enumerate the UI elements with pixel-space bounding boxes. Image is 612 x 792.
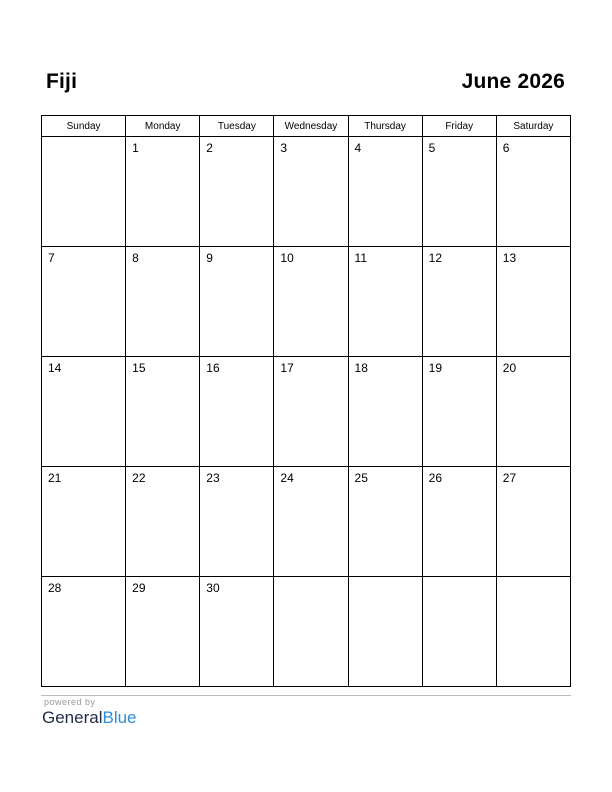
- day-cell: [348, 467, 422, 577]
- day-number: 17: [280, 361, 294, 375]
- day-number: 24: [280, 471, 294, 485]
- day-cell: [496, 467, 570, 577]
- day-number: [497, 577, 570, 581]
- brand-logo-general: General: [42, 708, 103, 727]
- day-number: 5: [428, 141, 436, 155]
- day-number: [274, 577, 347, 581]
- day-cell: [42, 577, 126, 687]
- day-cell: [422, 577, 496, 687]
- day-cell: [42, 467, 126, 577]
- powered-by-text: powered by: [44, 697, 96, 707]
- day-cell: [496, 137, 570, 247]
- day-number: 2: [206, 141, 213, 155]
- day-cell: [200, 247, 274, 357]
- weekday-monday: Monday: [126, 116, 200, 137]
- day-number: 10: [280, 251, 294, 265]
- day-number: [423, 577, 496, 581]
- day-cell: [126, 247, 200, 357]
- day-cell: [274, 247, 348, 357]
- day-number: [349, 577, 422, 581]
- day-cell: [496, 577, 570, 687]
- day-cell: [496, 357, 570, 467]
- weekday-header-row: [42, 116, 571, 137]
- day-number: 7: [48, 251, 55, 265]
- day-cell: [496, 247, 570, 357]
- footer-divider: [41, 695, 571, 696]
- day-number: 22: [132, 471, 146, 485]
- day-cell: [200, 467, 274, 577]
- brand-logo[interactable]: [42, 708, 137, 728]
- week-row: [42, 577, 571, 687]
- day-number: 9: [206, 251, 213, 265]
- day-cell: [126, 357, 200, 467]
- day-number: 21: [48, 471, 62, 485]
- day-cell: [200, 357, 274, 467]
- weekday-wednesday: Wednesday: [274, 116, 348, 137]
- day-cell: [422, 357, 496, 467]
- week-row: [42, 357, 571, 467]
- day-cell: [348, 577, 422, 687]
- weekday-friday: Friday: [422, 116, 496, 137]
- day-cell: [274, 577, 348, 687]
- day-number: 18: [354, 361, 368, 375]
- calendar-grid: [41, 115, 571, 687]
- day-number: 27: [502, 471, 517, 485]
- day-number: 30: [206, 581, 220, 595]
- day-cell: [422, 467, 496, 577]
- day-cell: [348, 357, 422, 467]
- day-cell: [126, 577, 200, 687]
- week-row: [42, 247, 571, 357]
- day-number: 1: [132, 141, 139, 155]
- day-number: 13: [502, 251, 517, 265]
- day-cell: [348, 247, 422, 357]
- day-number: 26: [428, 471, 443, 485]
- day-cell: [200, 137, 274, 247]
- day-cell: [422, 137, 496, 247]
- day-number: 28: [48, 581, 62, 595]
- month-year-title: June 2026: [461, 70, 565, 93]
- day-cell: [200, 577, 274, 687]
- day-number: 23: [206, 471, 220, 485]
- day-cell: [126, 137, 200, 247]
- day-cell: [42, 357, 126, 467]
- week-row: [42, 467, 571, 577]
- week-row: [42, 137, 571, 247]
- day-number: 16: [206, 361, 220, 375]
- day-cell: [274, 137, 348, 247]
- day-number: 25: [354, 471, 368, 485]
- day-number: 19: [428, 361, 443, 375]
- day-cell: [348, 137, 422, 247]
- day-number: 20: [502, 361, 517, 375]
- weekday-tuesday: Tuesday: [200, 116, 274, 137]
- weekday-sunday: Sunday: [42, 116, 126, 137]
- day-cell: [422, 247, 496, 357]
- day-number: 6: [502, 141, 510, 155]
- day-cell: [42, 137, 126, 247]
- day-number: 8: [132, 251, 139, 265]
- day-cell: [42, 247, 126, 357]
- day-cell: [274, 357, 348, 467]
- day-number: 12: [428, 251, 443, 265]
- day-number: [42, 137, 125, 141]
- weekday-saturday: Saturday: [496, 116, 570, 137]
- day-cell: [274, 467, 348, 577]
- brand-logo-blue: Blue: [102, 708, 137, 727]
- weekday-thursday: Thursday: [348, 116, 422, 137]
- day-number: 29: [132, 581, 146, 595]
- country-title: Fiji: [46, 70, 78, 93]
- day-cell: [126, 467, 200, 577]
- day-number: 4: [354, 141, 362, 155]
- day-number: 3: [280, 141, 288, 155]
- day-number: 11: [354, 251, 367, 265]
- day-number: 14: [48, 361, 62, 375]
- day-number: 15: [132, 361, 146, 375]
